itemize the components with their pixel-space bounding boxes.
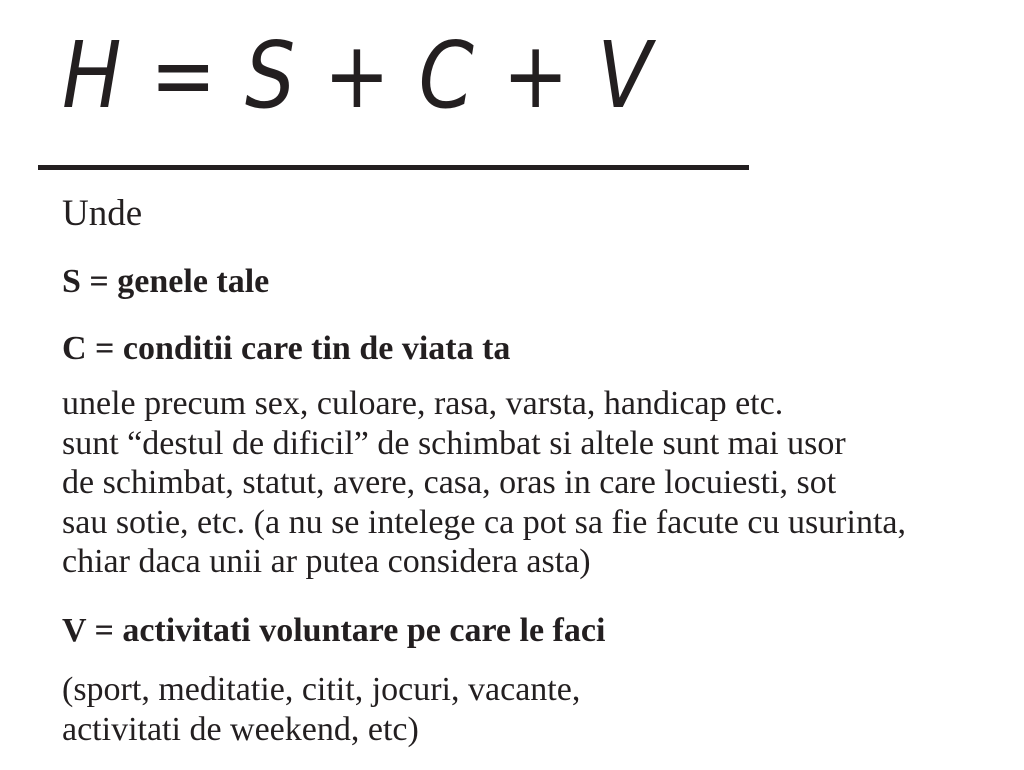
c-description-line: sunt “destul de dificil” de schimbat si altele sunt mai usor (62, 424, 846, 462)
v-description-line: activitati de weekend, etc) (62, 710, 419, 748)
horizontal-divider (38, 165, 749, 170)
c-description-line: unele precum sex, culoare, rasa, varsta, handicap etc. (62, 385, 784, 422)
c-description-line: de schimbat, statut, avere, casa, oras in care locuiesti, sot (62, 464, 837, 501)
c-definition-heading: C = conditii care tin de viata ta (62, 330, 511, 367)
c-description-line: chiar daca unii ar putea considera asta) (62, 543, 591, 580)
c-description-line: sau sotie, etc. (a nu se intelege ca pot sa fie facute cu usurinta, (62, 503, 906, 541)
v-definition-heading: V = activitati voluntare pe care le faci (62, 612, 606, 649)
unde-label: Unde (62, 193, 143, 234)
s-definition-heading: S = genele tale (62, 263, 270, 300)
v-description (62, 670, 580, 749)
happiness-formula: H = S + C + V (62, 22, 654, 129)
c-description (62, 384, 906, 582)
v-description-line: (sport, meditatie, citit, jocuri, vacante, (62, 671, 581, 708)
